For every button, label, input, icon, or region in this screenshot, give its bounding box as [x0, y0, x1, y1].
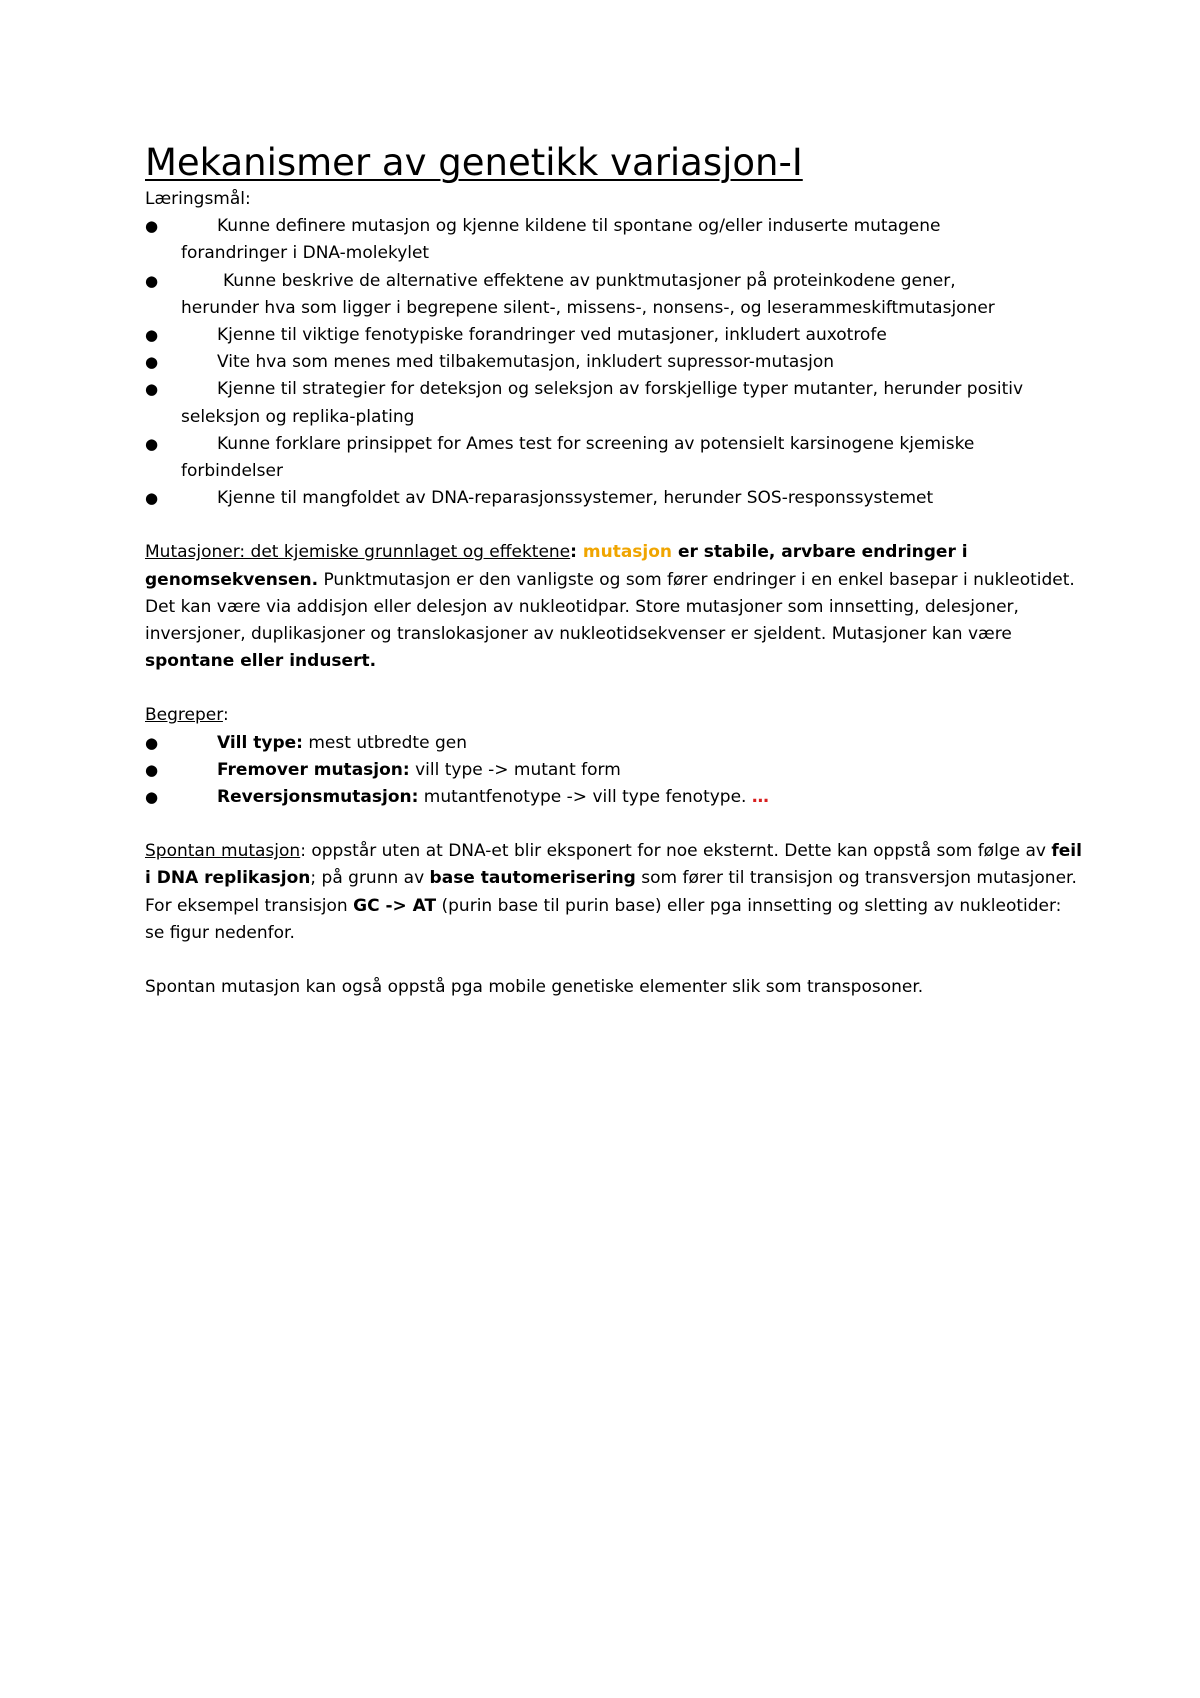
- bullet-icon: ●: [145, 271, 159, 290]
- bullet-icon: ●: [145, 434, 159, 453]
- terms-list: [145, 730, 1085, 812]
- bullet-icon: ●: [145, 380, 159, 399]
- mutasjoner-paragraph: Mutasjoner: det kjemiske grunnlaget og effektene: mutasjon er stabile, arvbare endringer i genomsekvensen. Punktmutasjon er den vanligste og som fører endringer i en enkel basepar i nukleotidet. Det kan være via addisjon eller delesjon av nukleotidpar. Store mutasjoner som innsetting, delesjoner, inversjoner, duplikasjoner og translokasjoner av nukleotidsekvenser er sjeldent. Mutasjoner kan være spontane eller indusert.: [145, 542, 1075, 672]
- document-page: [145, 140, 1085, 1001]
- bullet-icon: ●: [145, 788, 159, 807]
- bullet-icon: ●: [145, 733, 159, 752]
- spontan-paragraph: Spontan mutasjon: oppstår uten at DNA-et blir eksponert for noe eksternt. Dette kan oppstå som følge av feil i DNA replikasjon; på grunn av base tautomerisering som fører til transisjon og transversjon mutasjoner. For eksempel transisjon GC -> AT (purin base til purin base) eller pga innsetting og sletting av nukleotider: se figur nedenfor.: [145, 841, 1082, 943]
- list-item: ● Vill type: mest utbredte gen: [145, 730, 1085, 757]
- bullet-icon: ●: [145, 326, 159, 345]
- section-heading: Mutasjoner: det kjemiske grunnlaget og effektene: [145, 542, 571, 563]
- section-heading: Begreper: [145, 705, 223, 726]
- list-item: ● Kjenne til viktige fenotypiske forandringer ved mutasjoner, inkludert auxotrofe: [145, 322, 1085, 349]
- bullet-icon: ●: [145, 760, 159, 779]
- highlight-keyword: mutasjon: [582, 542, 673, 563]
- last-paragraph: Spontan mutasjon kan også oppstå pga mobile genetiske elementer slik som transposoner.: [145, 977, 924, 998]
- list-item: ● Kunne definere mutasjon og kjenne kildene til spontane og/eller induserte mutagene forandringer i DNA-molekylet: [145, 213, 1085, 267]
- list-item: ● Reversjonsmutasjon: mutantfenotype -> vill type fenotype. …: [145, 784, 1085, 811]
- list-item: ● Vite hva som menes med tilbakemutasjon, inkludert supressor-mutasjon: [145, 349, 1085, 376]
- list-item: ● Kjenne til mangfoldet av DNA-reparasjonssystemer, herunder SOS-responssystemet: [145, 485, 1085, 512]
- list-item: ● Kunne beskrive de alternative effektene av punktmutasjoner på proteinkodene gener, herunder hva som ligger i begrepene silent-, missens-, nonsens-, og leserammeskiftmutasjoner: [145, 268, 1085, 322]
- list-item: ● Fremover mutasjon: vill type -> mutant form: [145, 757, 1085, 784]
- page-title: Mekanismer av genetikk variasjon-I: [145, 141, 803, 184]
- begreper-heading-line: Begreper:: [145, 705, 229, 726]
- list-item: ● Kunne forklare prinsippet for Ames test for screening av potensielt karsinogene kjemiske forbindelser: [145, 431, 1085, 485]
- bullet-icon: ●: [145, 217, 159, 236]
- bullet-icon: ●: [145, 489, 159, 508]
- ellipsis-mark: …: [751, 787, 769, 808]
- goals-label: Læringsmål:: [145, 189, 251, 209]
- bullet-icon: ●: [145, 353, 159, 372]
- goals-list: [145, 213, 1085, 512]
- section-heading: Spontan mutasjon: [145, 841, 301, 862]
- list-item: ● Kjenne til strategier for deteksjon og seleksjon av forskjellige typer mutanter, herunder positiv seleksjon og replika-plating: [145, 376, 1085, 430]
